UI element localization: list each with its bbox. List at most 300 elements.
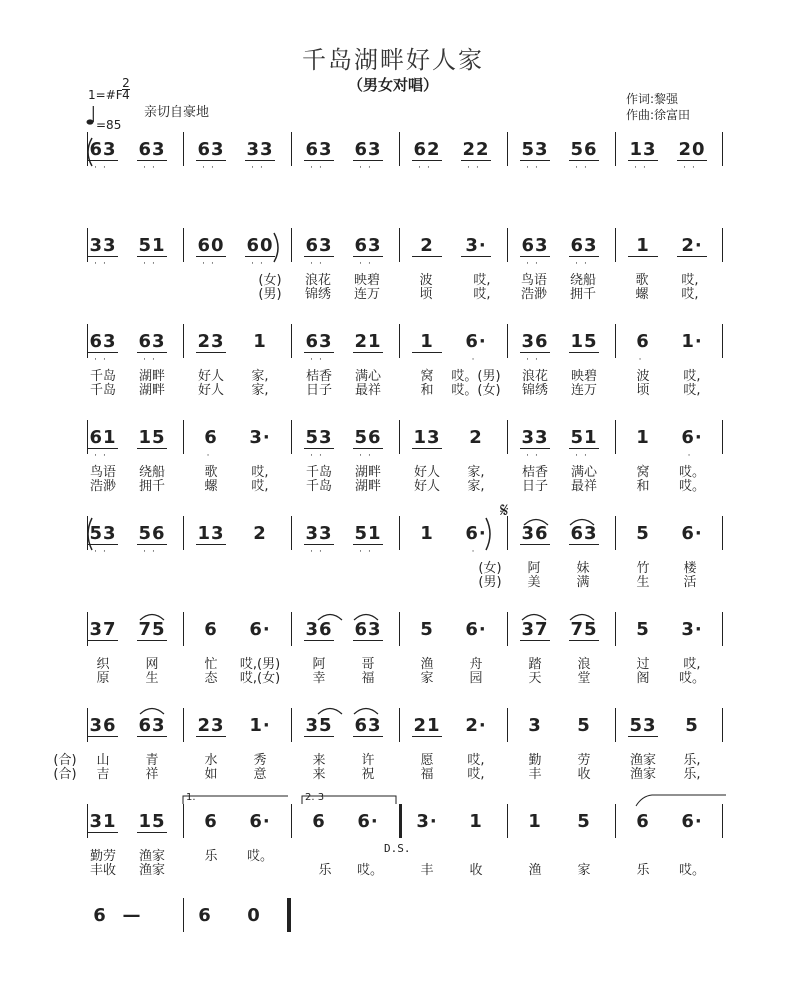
repeat-end-bracket-2 [486,518,490,550]
lyric: 踏 [528,657,542,672]
repeat-end-bracket [274,233,278,262]
octave-dots: ·· [94,259,112,269]
lyric: 最祥 [354,383,381,398]
lyric: 千岛 [305,465,332,480]
octave-dots: ·· [143,259,161,269]
octave-dots: ·· [575,451,593,461]
lyric: 波 [636,369,650,384]
lyric: 祝 [361,767,375,782]
time-signature-bottom: 4 [122,88,130,102]
note: 56 ·· [138,523,166,557]
lyric: 原 [96,671,110,686]
lyric: 祥 [145,767,159,782]
lyric: 丰 [420,863,434,878]
slur [354,615,378,621]
lyric: 家, [251,383,269,398]
lyric: 渔 [420,657,434,672]
note: 33 ·· [89,235,117,269]
lyric: 活 [683,575,697,590]
note: 6 [636,811,650,832]
slur [522,615,546,621]
lyric: 勤 [528,753,542,768]
lyric: 顷 [419,287,433,302]
tie [636,795,726,806]
lyric: 渔家 [138,849,165,864]
octave-dots: ·· [310,163,328,173]
note: 63 ·· [197,139,225,173]
lyric: 拥千 [569,287,596,302]
note: 2 [469,427,483,448]
note: 63 ·· [570,235,598,269]
lyric: 家 [577,863,591,878]
lyric: 鸟语 [520,273,547,288]
note: 51 ·· [354,523,382,557]
note: 6· [681,523,703,544]
note: 1 [420,523,434,544]
lyric: 福 [361,671,375,686]
note: 63 ·· [354,235,382,269]
lyric: 美 [527,575,541,590]
lyric: 乐 [636,863,650,878]
lyric: 绕船 [569,273,596,288]
note: 63 [138,715,166,736]
octave-dots: · [471,355,481,365]
note: 6· [249,619,271,640]
octave-dots: ·· [359,547,377,557]
note: 5 [685,715,699,736]
note: — [122,905,142,926]
octave-dots: ·· [251,163,269,173]
lyric: 日子 [521,479,548,494]
lyric: 阿 [527,561,541,576]
volta-2-label: 2. 3 [305,792,325,803]
lyric: 哎。(男) [451,369,501,384]
lyric: 桔香 [521,465,548,480]
lyric: 窝 [420,369,434,384]
lyric: 生 [145,671,159,686]
note: 6 · [196,428,226,448]
lyric: 家, [251,369,269,384]
note: 5 [420,619,434,640]
octave-dots: ·· [359,451,377,461]
lyric: 乐, [683,753,701,768]
lyric: 好人 [197,383,224,398]
octave-dots: ·· [634,163,652,173]
note: 63 ·· [89,139,117,173]
lyric: 秀 [253,753,267,768]
lyric: 哎, [681,273,699,288]
octave-dots: ·· [94,355,112,365]
lyric: 家 [420,671,434,686]
lyric: 浩渺 [89,479,116,494]
note: 56 ·· [354,427,382,461]
note: 62 ·· [413,139,441,173]
lyric: 哎。 [678,479,705,494]
octave-dots: ·· [310,451,328,461]
lyric: 收 [469,863,483,878]
note: 53 [629,715,657,736]
note: 3· [416,811,438,832]
note: 75 [570,619,598,640]
lyric: 网 [145,657,159,672]
lyric: 锦绣 [304,287,331,302]
note: 53 ·· [89,523,117,557]
octave-dots: ·· [526,259,544,269]
lyric: 阁 [636,671,650,686]
lyric: 幸 [312,671,326,686]
lyric: 来 [312,753,326,768]
lyric: 螺 [635,287,649,302]
lyric: 顷 [636,383,650,398]
octave-dots: ·· [683,163,701,173]
lyric: 哎, [251,465,269,480]
note: 3 [528,715,542,736]
note: 36 [521,523,549,544]
note: 6 [93,905,107,926]
slur [354,709,378,715]
note: 13 [413,427,441,448]
note: 6· [681,811,703,832]
lyric: 愿 [420,753,434,768]
lyric: 哎, [467,767,485,782]
lyric: 乐 [204,849,218,864]
note: 63 ·· [138,139,166,173]
lyric: 来 [312,767,326,782]
lyric: 连万 [570,383,597,398]
lyric: 哎,(男) [239,657,281,672]
lyric: 桔香 [305,369,332,384]
lyric: 如 [204,767,218,782]
lyric: 渔家 [629,753,656,768]
note: 6 · [628,332,658,352]
octave-dots: ·· [143,547,161,557]
lyric: 园 [469,671,483,686]
lyric: 满 [576,575,590,590]
lyric: 哎, [683,657,701,672]
lyric: 和 [636,479,650,494]
volta-1-bracket [183,796,288,804]
note: 63 ·· [305,331,333,365]
lyric: 勤劳 [89,849,116,864]
lyric: 堂 [577,671,591,686]
note: 6 [204,811,218,832]
note: 1· [681,331,703,352]
note: 1 [636,427,650,448]
lyric: 连万 [353,287,380,302]
lyric: 乐, [683,767,701,782]
octave-dots: ·· [251,259,269,269]
note: 63 [354,619,382,640]
note: 21 [413,715,441,736]
slur [318,709,342,715]
note: 15 [570,331,598,352]
lyric: 许 [361,753,375,768]
note: 51 ·· [570,427,598,461]
lyric: 好人 [413,479,440,494]
note: 56 ·· [570,139,598,173]
octave-dots: ·· [310,355,328,365]
lyric: 螺 [204,479,218,494]
lyric: 哎,(女) [239,671,281,686]
lyric: 山 [96,753,110,768]
repeat-start-bracket-2 [88,518,92,550]
note: 37 [89,619,117,640]
note: 33 ·· [246,139,274,173]
lyric: 映碧 [570,369,597,384]
lyric: (合) [53,767,77,782]
note: 5 [636,523,650,544]
note: 3· [461,236,491,257]
lyric: 浪花 [304,273,331,288]
ds-marking: D.S. [384,842,411,855]
lyric: 最祥 [570,479,597,494]
lyric: (男) [258,287,282,302]
note: 63 [354,715,382,736]
lyric: 哎, [681,287,699,302]
octave-dots: · [206,451,216,461]
lyric: 吉 [96,767,110,782]
note: 61 ·· [89,427,117,461]
lyricist-credit: 作词:黎强 [626,92,679,106]
slur [140,615,164,621]
octave-dots: · [687,451,697,461]
lyric: 青 [145,753,159,768]
lyric: 湖畔 [138,369,165,384]
lyric: 拥千 [138,479,165,494]
segno-sign: 𝄋 [500,498,509,522]
lyric: 哎。 [678,863,705,878]
lyric: 丰收 [89,863,116,878]
note: 6· · [461,524,491,544]
lyric: 福 [420,767,434,782]
note: 60 ·· [246,235,274,269]
note: 3· [249,427,271,448]
note: 63 [570,523,598,544]
lyric: 竹 [636,561,650,576]
lyric: 千岛 [305,479,332,494]
note: 1 [412,332,442,353]
lyric: 日子 [305,383,332,398]
octave-dots: ·· [526,355,544,365]
note: 60 ·· [197,235,225,269]
note: 1 [253,331,267,352]
lyric: 天 [528,671,542,686]
song-title: 千岛湖畔好人家 [302,46,484,74]
lyric: 渔家 [629,767,656,782]
lyric: 哎, [467,753,485,768]
lyric: (女) [478,561,502,576]
note: 53 ·· [521,139,549,173]
lyric: 妹 [576,561,590,576]
lyric: 哎, [473,287,491,302]
octave-dots: ·· [310,259,328,269]
note: 22 ·· [462,139,490,173]
lyric: 生 [636,575,650,590]
octave-dots: ·· [359,163,377,173]
lyric: 哎。 [246,849,273,864]
lyric: 舟 [469,657,483,672]
note: 1 [528,811,542,832]
lyric: 映碧 [353,273,380,288]
octave-dots: ·· [575,163,593,173]
volta-1-label: 1. [186,792,196,803]
note: 20 ·· [678,139,706,173]
slur [570,615,594,621]
lyric: 满心 [570,465,597,480]
song-subtitle: （男女对唱） [347,76,438,94]
octave-dots: ·· [94,547,112,557]
note: 23 [197,715,225,736]
note: 1 [628,236,658,257]
note: 36 ·· [521,331,549,365]
note: 33 ·· [305,523,333,557]
lyric: (合) [53,753,77,768]
lyric: 浪 [577,657,591,672]
note: 63 ·· [305,139,333,173]
octave-dots: ·· [94,451,112,461]
tempo-marking: =85 [96,118,122,132]
lyric: 收 [577,767,591,782]
lyric: 和 [420,383,434,398]
note: 75 [138,619,166,640]
lyric: (男) [478,575,502,590]
lyric: 哎。 [678,465,705,480]
lyric: 千岛 [89,369,116,384]
note: 37 [521,619,549,640]
note: 6· [465,619,487,640]
lyric: 哥 [361,657,375,672]
octave-dots: ·· [202,163,220,173]
lyric: 态 [204,671,218,686]
lyric: 哎, [473,273,491,288]
lyric: 楼 [683,561,697,576]
note: 3· [681,619,703,640]
note: 51 ·· [138,235,166,269]
note: 5 [636,619,650,640]
note: 63 ·· [354,139,382,173]
note: 6 [312,811,326,832]
octave-dots: ·· [143,163,161,173]
lyric: 哎, [251,479,269,494]
octave-dots: ·· [526,451,544,461]
note: 36 [89,715,117,736]
slur [140,709,164,715]
lyric: 歌 [204,465,218,480]
note: 6 [204,619,218,640]
note: 2· [465,715,487,736]
note: 6 [198,905,212,926]
lyric: 哎, [683,369,701,384]
note: 15 [138,811,166,832]
octave-dots: ·· [526,163,544,173]
note: 63 ·· [305,235,333,269]
note: 33 ·· [521,427,549,461]
lyric: 绕船 [138,465,165,480]
note: 6· [249,811,271,832]
octave-dots: ·· [418,163,436,173]
lyric: 湖畔 [354,465,381,480]
lyric: 水 [204,753,218,768]
lyric: 忙 [204,657,218,672]
lyric: 浪花 [521,369,548,384]
octave-dots: · [638,355,648,365]
lyric: 劳 [577,753,591,768]
note: 5 [577,811,591,832]
lyric: 歌 [635,273,649,288]
octave-dots: ·· [575,259,593,269]
lyric: 过 [636,657,650,672]
note: 5 [577,715,591,736]
time-signature-top: 2 [122,76,130,90]
note: 0 [247,905,261,926]
note: 13 [197,523,225,544]
note: 2 [253,523,267,544]
lyric: 哎。 [678,671,705,686]
lyric: 千岛 [89,383,116,398]
lyric: 家, [467,465,485,480]
note: 2 [412,236,442,257]
lyric: (女) [258,273,282,288]
lyric: 家, [467,479,485,494]
note: 53 ·· [305,427,333,461]
slur [318,615,342,621]
slur [570,520,594,526]
lyric: 哎。(女) [451,383,501,398]
expression-marking: 亲切自豪地 [144,105,210,120]
octave-dots: ·· [310,547,328,557]
lyric: 乐 [318,863,332,878]
lyric: 满心 [354,369,381,384]
note: 23 [197,331,225,352]
note: 1· [249,715,271,736]
note: 35 [305,715,333,736]
octave-dots: ·· [467,163,485,173]
composer-credit: 作曲:徐富田 [626,108,691,122]
note: 6· · [461,332,491,352]
lyric: 好人 [413,465,440,480]
lyric: 浩渺 [520,287,547,302]
note: 6· · [677,428,707,448]
note: 2· [677,236,707,257]
lyric: 渔 [528,863,542,878]
lyric: 鸟语 [89,465,116,480]
note: 13 ·· [629,139,657,173]
note: 31 [89,811,117,832]
lyric: 波 [419,273,433,288]
note: 15 [138,427,166,448]
octave-dots: ·· [359,259,377,269]
note: 63 ·· [89,331,117,365]
slur [524,520,548,526]
lyric: 好人 [197,369,224,384]
note: 6· [357,811,379,832]
lyric: 湖畔 [354,479,381,494]
lyric: 丰 [528,767,542,782]
note: 1 [469,811,483,832]
octave-dots: · [471,547,481,557]
octave-dots: ·· [94,163,112,173]
note: 63 ·· [521,235,549,269]
key-signature: 1=#F [88,88,123,102]
note: 21 [354,331,382,352]
lyric: 窝 [636,465,650,480]
note: 63 ·· [138,331,166,365]
lyric: 意 [253,767,267,782]
lyric: 渔家 [138,863,165,878]
lyric: 湖畔 [138,383,165,398]
lyric: 织 [96,657,110,672]
repeat-start-bracket [88,138,92,166]
